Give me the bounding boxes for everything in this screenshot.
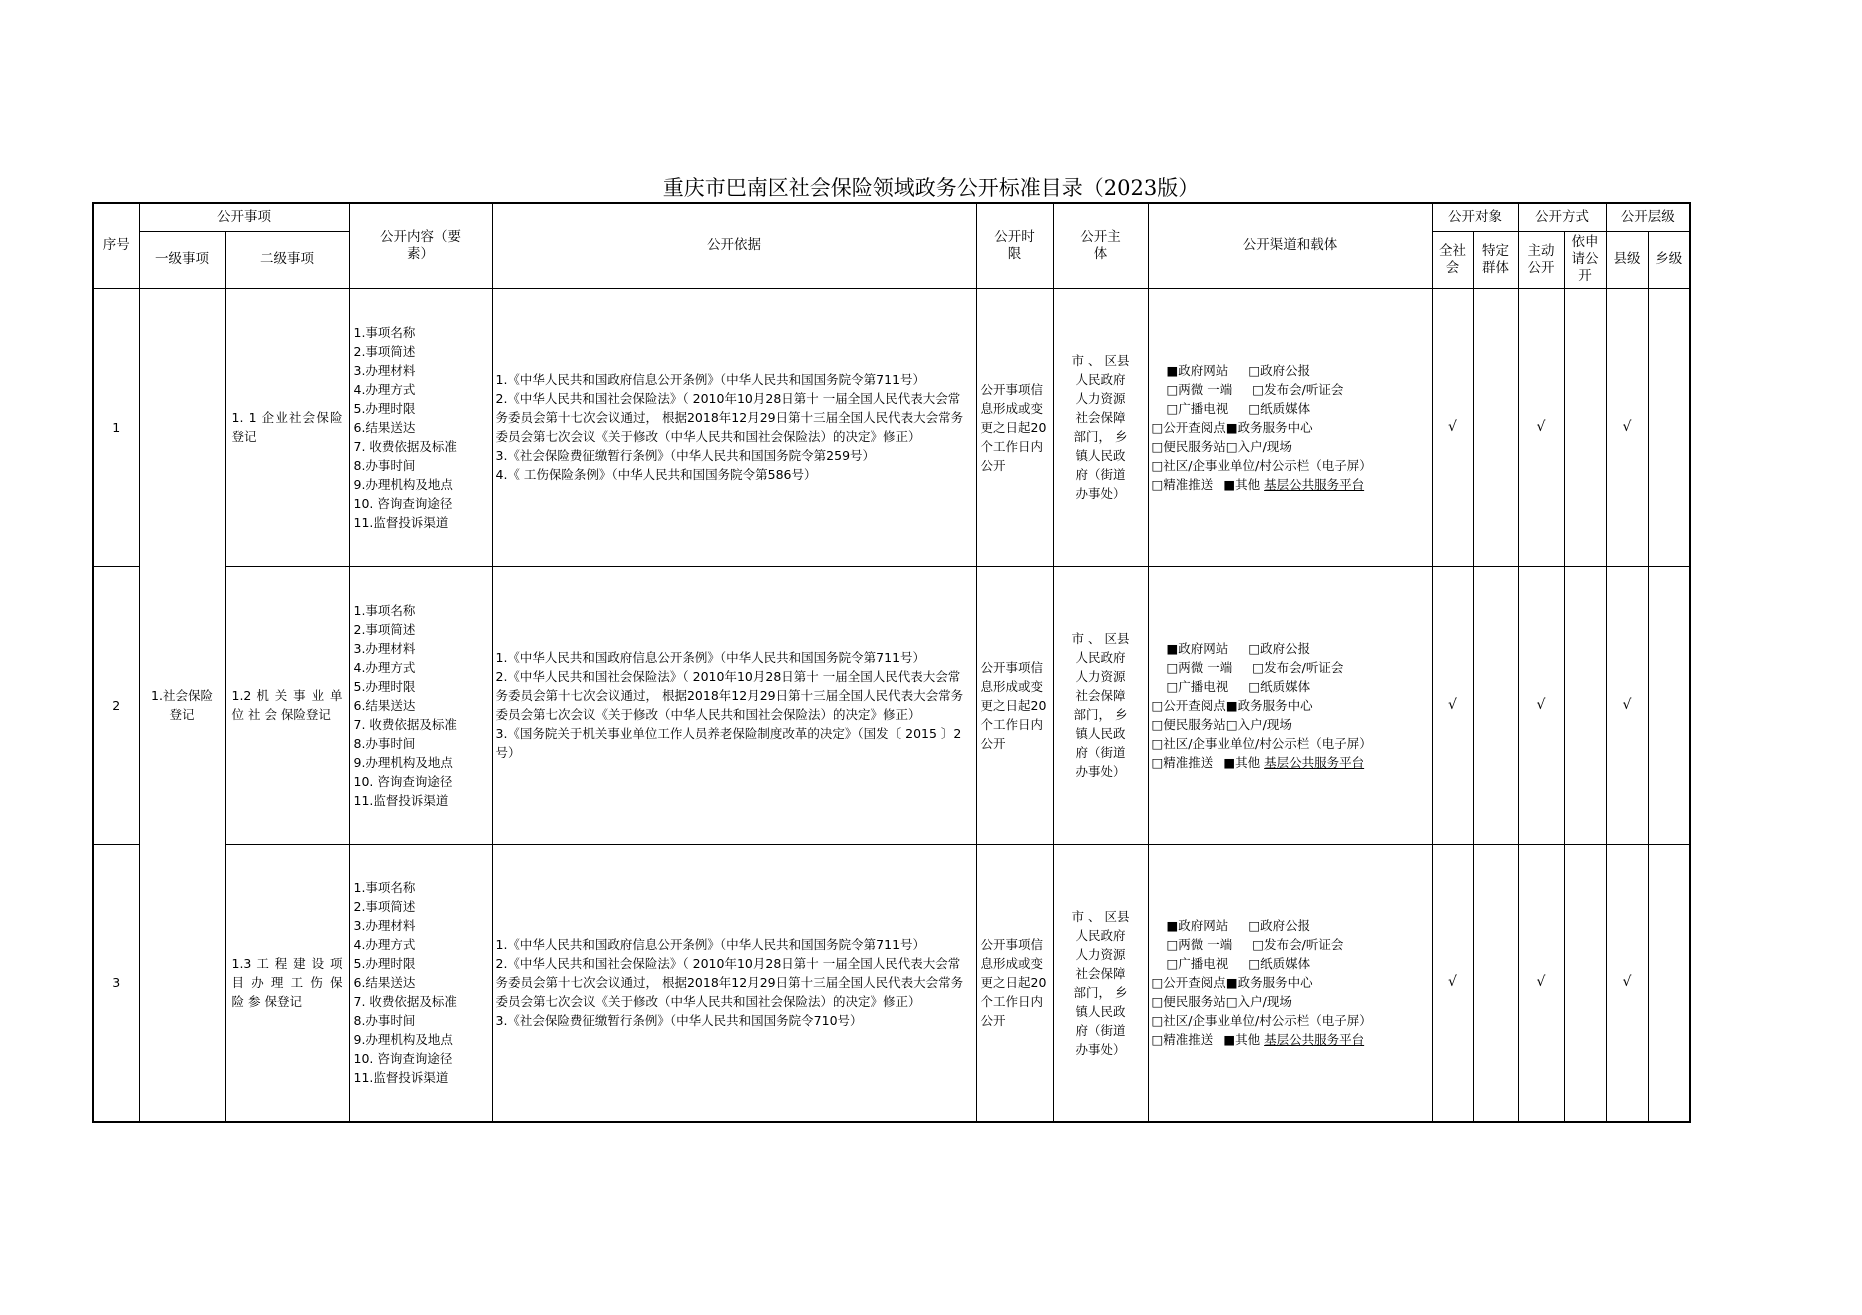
level-county-check: √ (1606, 288, 1648, 566)
target-all-check: √ (1432, 566, 1473, 844)
level2-item: 1.3 工 程 建 设 项 目 办 理 工 伤 保 险 参 保登记 (225, 844, 349, 1122)
header-basis: 公开依据 (492, 203, 976, 288)
subject: 市 、 区县人民政府人力资源社会保障部门， 乡镇人民政府（街道办事处） (1053, 566, 1148, 844)
row-seq: 3 (93, 844, 139, 1122)
basis-text: 1.《中华人民共和国政府信息公开条例》（中华人民共和国国务院令第711号） 2.《中华人民共和国社会保险法》（ 2010年10月28日第十 一届全国人民代表大会常务委员会第十七次会议通过， 根据2018年12月29日第十三届全国人民代表大会常务委员会第七次会议《关于修改（中华人民共和国社会保险法）的决定》修正） 3.《社会保险费征缴暂行条例》（中华人民共和国国务院令第259号） 4.《 工伤保险条例》（中华人民共和国国务院令第586号） (492, 288, 976, 566)
header-target-group: 公开对象 (1432, 203, 1518, 231)
mode-request-check (1564, 288, 1606, 566)
target-all-check: √ (1432, 844, 1473, 1122)
mode-request-check (1564, 566, 1606, 844)
table-row (93, 566, 1690, 844)
header-level1: 一级事项 (139, 231, 225, 288)
time-limit: 公开事项信息形成或变更之日起20个工作日内公开 (976, 844, 1053, 1122)
channels: ■政府网站 □政府公报 □两微 一端 □发布会/听证会 □广播电视 □纸质媒体 □公开查阅点■政务服务中心 □便民服务站□入户/现场 □社区/企事业单位/村公示栏（电子屏） □精准推送 ■其他 基层公共服务平台 (1148, 844, 1432, 1122)
header-mode-request: 依申请公开 (1564, 231, 1606, 288)
header-level-town: 乡级 (1648, 231, 1690, 288)
level2-item: 1. 1 企业社会保险登记 (225, 288, 349, 566)
level-town-check (1648, 566, 1690, 844)
subject: 市 、 区县人民政府人力资源社会保障部门， 乡镇人民政府（街道办事处） (1053, 844, 1148, 1122)
mode-active-check: √ (1518, 844, 1564, 1122)
header-item-group: 公开事项 (139, 203, 349, 231)
time-limit: 公开事项信息形成或变更之日起20个工作日内公开 (976, 566, 1053, 844)
table-row (93, 288, 1690, 566)
header-seq: 序号 (93, 203, 139, 288)
level1-item: 1.社会保险登记 (139, 288, 225, 1122)
level-county-check: √ (1606, 844, 1648, 1122)
header-content: 公开内容（要素） (349, 203, 492, 288)
page-title: 重庆市巴南区社会保险领域政务公开标准目录（2023版） (662, 176, 1200, 200)
mode-request-check (1564, 844, 1606, 1122)
header-level-county: 县级 (1606, 231, 1648, 288)
level-town-check (1648, 288, 1690, 566)
header-subject: 公开主体 (1053, 203, 1148, 288)
level2-item: 1.2 机 关 事 业 单 位 社 会 保险登记 (225, 566, 349, 844)
header-level-group: 公开层级 (1606, 203, 1690, 231)
basis-text: 1.《中华人民共和国政府信息公开条例》（中华人民共和国国务院令第711号） 2.《中华人民共和国社会保险法》（ 2010年10月28日第十 一届全国人民代表大会常务委员会第十七次会议通过， 根据2018年12月29日第十三届全国人民代表大会常务委员会第七次会议《关于修改（中华人民共和国社会保险法）的决定》修正） 3.《社会保险费征缴暂行条例》（中华人民共和国国务院令710号） (492, 844, 976, 1122)
target-all-check: √ (1432, 288, 1473, 566)
content-list: 1.事项名称 2.事项简述 3.办理材料 4.办理方式 5.办理时限 6.结果送达 7. 收费依据及标准 8.办事时间 9.办理机构及地点 10. 咨询查询途径 11.监督投诉渠道 (349, 288, 492, 566)
header-mode-active: 主动公开 (1518, 231, 1564, 288)
mode-active-check: √ (1518, 566, 1564, 844)
channels: ■政府网站 □政府公报 □两微 一端 □发布会/听证会 □广播电视 □纸质媒体 □公开查阅点■政务服务中心 □便民服务站□入户/现场 □社区/企事业单位/村公示栏（电子屏） □精准推送 ■其他 基层公共服务平台 (1148, 566, 1432, 844)
target-specific-check (1473, 566, 1518, 844)
time-limit: 公开事项信息形成或变更之日起20个工作日内公开 (976, 288, 1053, 566)
basis-text: 1.《中华人民共和国政府信息公开条例》（中华人民共和国国务院令第711号） 2.《中华人民共和国社会保险法》（ 2010年10月28日第十 一届全国人民代表大会常务委员会第十七次会议通过， 根据2018年12月29日第十三届全国人民代表大会常务委员会第七次会议《关于修改（中华人民共和国社会保险法）的决定》修正） 3.《国务院关于机关事业单位工作人员养老保险制度改革的决定》（国发〔 2015 〕2号） (492, 566, 976, 844)
target-specific-check (1473, 844, 1518, 1122)
row-seq: 2 (93, 566, 139, 844)
table-row (93, 844, 1690, 1122)
mode-active-check: √ (1518, 288, 1564, 566)
header-target-specific: 特定群体 (1473, 231, 1518, 288)
header-level2: 二级事项 (225, 231, 349, 288)
header-mode-group: 公开方式 (1518, 203, 1606, 231)
header-target-all: 全社会 (1432, 231, 1473, 288)
target-specific-check (1473, 288, 1518, 566)
catalog-table (92, 202, 1691, 1123)
content-list: 1.事项名称 2.事项简述 3.办理材料 4.办理方式 5.办理时限 6.结果送达 7. 收费依据及标准 8.办事时间 9.办理机构及地点 10. 咨询查询途径 11.监督投诉渠道 (349, 566, 492, 844)
level-town-check (1648, 844, 1690, 1122)
subject: 市 、 区县人民政府人力资源社会保障部门， 乡镇人民政府（街道办事处） (1053, 288, 1148, 566)
content-list: 1.事项名称 2.事项简述 3.办理材料 4.办理方式 5.办理时限 6.结果送达 7. 收费依据及标准 8.办事时间 9.办理机构及地点 10. 咨询查询途径 11.监督投诉渠道 (349, 844, 492, 1122)
channels: ■政府网站 □政府公报 □两微 一端 □发布会/听证会 □广播电视 □纸质媒体 □公开查阅点■政务服务中心 □便民服务站□入户/现场 □社区/企事业单位/村公示栏（电子屏） □精准推送 ■其他 基层公共服务平台 (1148, 288, 1432, 566)
row-seq: 1 (93, 288, 139, 566)
header-channels: 公开渠道和载体 (1148, 203, 1432, 288)
level-county-check: √ (1606, 566, 1648, 844)
header-time-limit: 公开时限 (976, 203, 1053, 288)
